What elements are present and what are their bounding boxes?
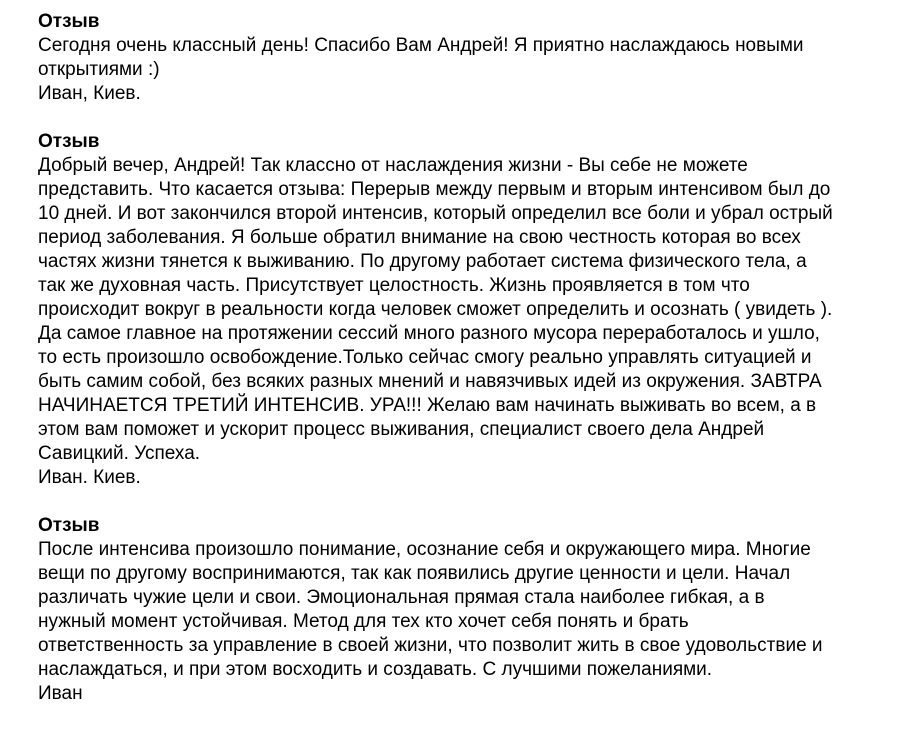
review-line: происходит вокруг в реальности когда человек сможет определить и осознать ( увидеть ). (38, 299, 833, 320)
review-author: Иван (38, 683, 83, 704)
review-line: наслаждаться, и при этом восходить и создавать. С лучшими пожеланиями. (38, 659, 713, 680)
review-line: После интенсива произошло понимание, осознание себя и окружающего мира. Многие (38, 539, 811, 560)
review-line: то есть произошло освобождение.Только сейчас смогу реально управлять ситуацией и (38, 347, 812, 368)
review-line: различать чужие цели и свои. Эмоциональная прямая стала наиболее гибкая, а в (38, 587, 765, 608)
reviews-page (38, 10, 904, 730)
review-line: ответственность за управление в своей жизни, что позволит жить в свое удовольствие и (38, 635, 823, 656)
review-heading: Отзыв (38, 131, 100, 152)
review-line: так же духовная часть. Присутствует целостность. Жизнь проявляется в том что (38, 275, 750, 296)
review-1 (38, 10, 904, 106)
review-line: Да самое главное на протяжении сессий много разного мусора переработалось и ушло, (38, 323, 820, 344)
review-line: Добрый вечер, Андрей! Так классно от наслаждения жизни - Вы себе не можете (38, 155, 748, 176)
review-line: Сегодня очень классный день! Спасибо Вам Андрей! Я приятно наслаждаюсь новыми (38, 35, 804, 56)
review-3 (38, 514, 904, 706)
review-line: нужный момент устойчивая. Метод для тех кто хочет себя понять и брать (38, 611, 689, 632)
review-line: период заболевания. Я больше обратил внимание на свою честность которая во всех (38, 227, 801, 248)
review-line: представить. Что касается отзыва: Перерыв между первым и вторым интенсивом был до (38, 179, 831, 200)
review-author: Иван. Киев. (38, 467, 141, 488)
review-author: Иван, Киев. (38, 83, 141, 104)
review-line: НАЧИНАЕТСЯ ТРЕТИЙ ИНТЕНСИВ. УРА!!! Желаю вам начинать выживать во всем, а в (38, 395, 817, 416)
review-line: Савицкий. Успеха. (38, 443, 201, 464)
review-line: 10 дней. И вот закончился второй интенсив, который определил все боли и убрал острый (38, 203, 833, 224)
review-line: вещи по другому воспринимаются, так как появились другие ценности и цели. Начал (38, 563, 791, 584)
review-2 (38, 130, 904, 490)
review-heading: Отзыв (38, 515, 100, 536)
review-line: частях жизни тянется к выживанию. По другому работает система физического тела, а (38, 251, 807, 272)
review-line: быть самим собой, без всяких разных мнений и навязчивых идей из окружения. ЗАВТРА (38, 371, 822, 392)
review-heading: Отзыв (38, 11, 100, 32)
review-line: этом вам поможет и ускорит процесс выживания, специалист своего дела Андрей (38, 419, 765, 440)
review-line: открытиями :) (38, 59, 160, 80)
